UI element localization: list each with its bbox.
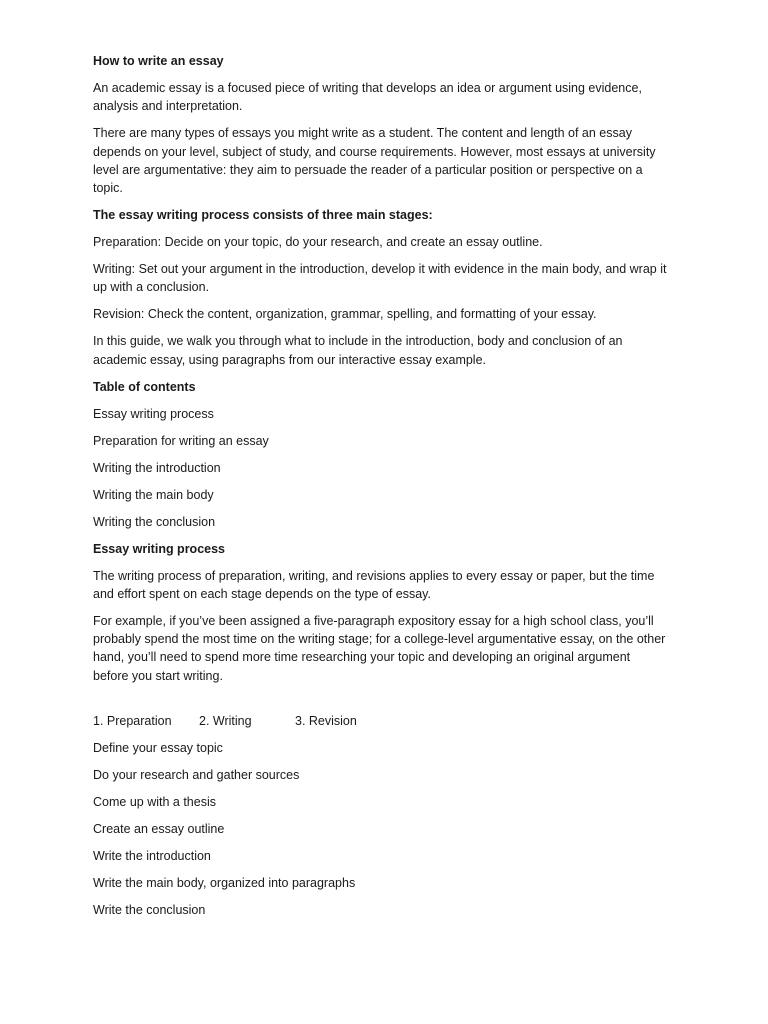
process-paragraph-2: For example, if you’ve been assigned a five-paragraph expository essay for a high school class, you’ll probably spend the most time on the writing stage; for a college-level argumentative essay, on the other hand, you’ll need to spend more time researching your topic and developing an original argument before you start writing. — [93, 613, 666, 683]
stages-heading: The essay writing process consists of three main stages: — [93, 208, 433, 223]
toc-item-conclusion: Writing the conclusion — [93, 514, 216, 529]
blank-line — [93, 694, 668, 712]
document-title: How to write an essay — [93, 54, 224, 68]
toc-item-main-body: Writing the main body — [93, 487, 214, 502]
intro-paragraph-2: There are many types of essays you might write as a student. The content and length of an essay depends on your level, subject of study, and course requirements. However, most essays at university level are argumentative: they aim to persuade the reader of a particular position or perspective on a topic. — [93, 126, 656, 196]
step-research: Do your research and gather sources — [93, 767, 300, 782]
intro-paragraph-1: An academic essay is a focused piece of writing that develops an idea or argument using evidence, analysis and interpretation. — [93, 80, 642, 114]
stage-writing: Writing: Set out your argument in the introduction, develop it with evidence in the main body, and wrap it up with a conclusion. — [93, 262, 667, 295]
step-define-topic: Define your essay topic — [93, 740, 223, 755]
stage-column-writing: 2. Writing — [199, 713, 252, 728]
process-paragraph-1: The writing process of preparation, writing, and revisions applies to every essay or paper, but the time and effort spent on each stage depends on the type of essay. — [93, 568, 655, 601]
step-thesis: Come up with a thesis — [93, 794, 216, 809]
stage-column-revision: 3. Revision — [295, 713, 357, 728]
stage-preparation: Preparation: Decide on your topic, do your research, and create an essay outline. — [93, 235, 543, 250]
step-conclusion: Write the conclusion — [93, 902, 206, 917]
toc-item-essay-writing-process: Essay writing process — [93, 406, 214, 421]
toc-heading: Table of contents — [93, 379, 196, 394]
guide-paragraph: In this guide, we walk you through what to include in the introduction, body and conclusion of an academic essay, using paragraphs from our interactive essay example. — [93, 334, 623, 367]
stage-column-preparation: 1. Preparation — [93, 713, 172, 728]
step-introduction: Write the introduction — [93, 848, 211, 863]
stage-revision: Revision: Check the content, organization, grammar, spelling, and formatting of your essay. — [93, 307, 597, 322]
step-outline: Create an essay outline — [93, 821, 225, 836]
toc-item-preparation: Preparation for writing an essay — [93, 433, 269, 448]
stage-columns — [93, 712, 668, 730]
process-heading: Essay writing process — [93, 541, 226, 556]
toc-item-introduction: Writing the introduction — [93, 460, 221, 475]
step-main-body: Write the main body, organized into paragraphs — [93, 875, 356, 890]
